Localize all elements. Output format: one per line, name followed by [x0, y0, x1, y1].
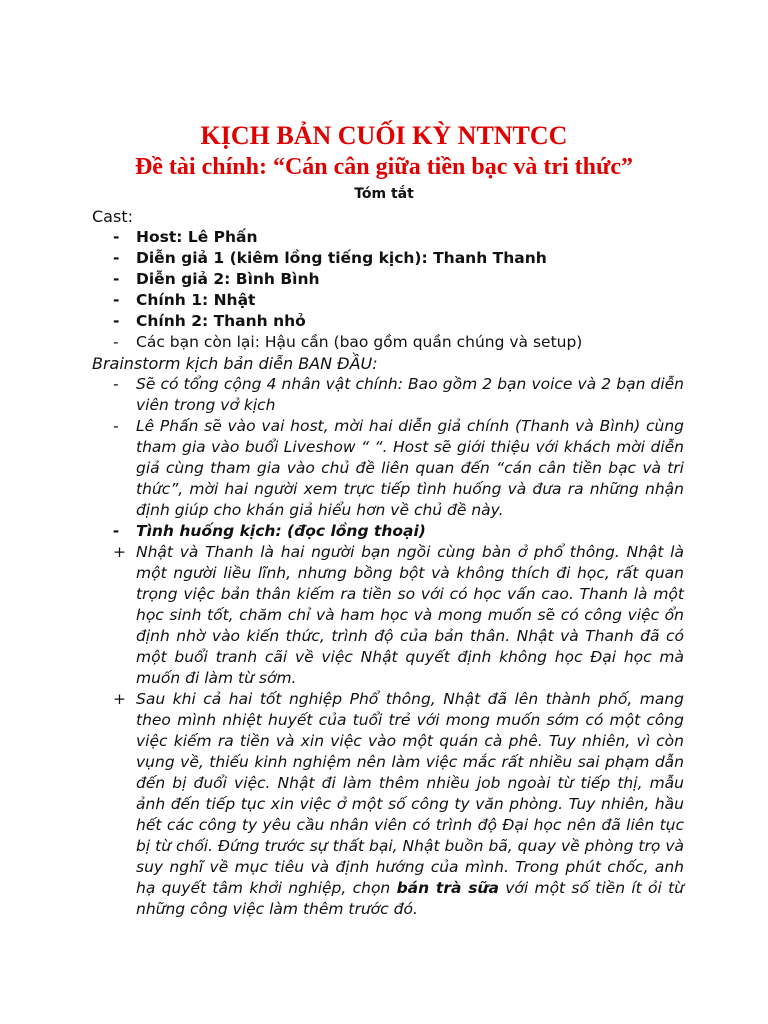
- plus-marker: +: [113, 690, 126, 708]
- bullet-marker: -: [113, 375, 119, 393]
- brainstorm-label: Brainstorm kịch bản diễn BAN ĐẦU:: [92, 354, 378, 373]
- document-title: KỊCH BẢN CUỐI KỲ NTNTCC: [200, 121, 568, 150]
- plot-item-text: Lê Phấn sẽ vào vai host, mời hai diễn giả chính (Thanh và Bình) cùng tham gia vào buổi Liveshow “ “. Host sẽ giới thiệu với khách mời diễn giả cùng tham gia vào chủ đề liên quan đến “cán cân tiền bạc và tri thức”, mời hai người xem trực tiếp tình huống và đưa ra những nhận định giúp cho khán giả hiểu hơn về chủ đề này.: [136, 417, 684, 519]
- plot-sub-item: [113, 689, 684, 920]
- bullet-marker: -: [113, 522, 120, 540]
- cast-label: Cast:: [92, 207, 133, 226]
- cast-item-text: Chính 2: Thanh nhỏ: [136, 312, 306, 330]
- summary-heading: Tóm tắt: [354, 186, 414, 202]
- plot-item: [113, 374, 684, 416]
- plot-list: [0, 374, 768, 920]
- bullet-marker: -: [113, 270, 120, 288]
- bullet-marker: -: [113, 291, 120, 309]
- cast-item-main-1: [113, 290, 684, 311]
- cast-item-main-2: [113, 311, 684, 332]
- cast-item-text: Diễn giả 1 (kiêm lồng tiếng kịch): Thanh Thanh: [136, 249, 547, 267]
- bullet-marker: -: [113, 312, 120, 330]
- cast-item-text: Host: Lê Phấn: [136, 228, 258, 246]
- cast-list: [0, 227, 768, 353]
- cast-item-others: [113, 332, 684, 353]
- plus-marker: +: [113, 543, 126, 561]
- plot-item: [113, 416, 684, 521]
- cast-item-text: Các bạn còn lại: Hậu cần (bao gồm quần chúng và setup): [136, 333, 583, 351]
- cast-item-text: Diễn giả 2: Bình Bình: [136, 270, 320, 288]
- document-subtitle: Đề tài chính: “Cán cân giữa tiền bạc và tri thức”: [134, 154, 634, 180]
- plot-item-emphasis: bán trà sữa: [396, 879, 499, 897]
- plot-item-text: Tình huống kịch: (đọc lồng thoại): [136, 522, 426, 540]
- cast-item-host: [113, 227, 684, 248]
- plot-sub-item: [113, 542, 684, 689]
- cast-item-speaker-1: [113, 248, 684, 269]
- plot-item-text: Sẽ có tổng cộng 4 nhân vật chính: Bao gồm 2 bạn voice và 2 bạn diễn viên trong vở kịch: [136, 375, 684, 414]
- bullet-marker: -: [113, 333, 119, 351]
- plot-item-tail: với một số tiền ít ỏi từ những công việc làm thêm trước đó.: [136, 879, 684, 918]
- cast-item-speaker-2: [113, 269, 684, 290]
- bullet-marker: -: [113, 249, 120, 267]
- plot-item-text: Nhật và Thanh là hai người bạn ngồi cùng bàn ở phổ thông. Nhật là một người liều lĩnh, nhưng bồng bột và không thích đi học, rất quan trọng việc bản thân kiếm ra tiền so với có học vấn cao. Thanh là một học sinh tốt, chăm chỉ và ham học và mong muốn sẽ có công việc ổn định nhờ vào kiến thức, trình độ của bản thân. Nhật và Thanh đã có một buổi tranh cãi về việc Nhật quyết định không học Đại học mà muốn đi làm từ sớm.: [136, 543, 684, 687]
- plot-item-text: Sau khi cả hai tốt nghiệp Phổ thông, Nhật đã lên thành phố, mang theo mình nhiệt huyết của tuổi trẻ với mong muốn sớm có một công việc kiếm ra tiền và xin việc vào một quán cà phê. Tuy nhiên, vì còn vụng về, thiếu kinh nghiệm nên làm việc mắc rất nhiều sai phạm dẫn đến bị đuổi việc. Nhật đi làm thêm nhiều job ngoài từ tiếp thị, mẫu ảnh đến tiếp tục xin việc ở một số công ty văn phòng. Tuy nhiên, hầu hết các công ty yêu cầu nhân viên có trình độ Đại học nên đã liên tục bị từ chối. Đứng trước sự thất bại, Nhật buồn bã, quay về phòng trọ và suy nghĩ về mục tiêu và định hướng của mình. Trong phút chốc, anh hạ quyết tâm khởi nghiệp, chọn: [136, 690, 684, 897]
- bullet-marker: -: [113, 228, 120, 246]
- bullet-marker: -: [113, 417, 119, 435]
- plot-item-situation: [113, 521, 684, 542]
- cast-item-text: Chính 1: Nhật: [136, 291, 256, 309]
